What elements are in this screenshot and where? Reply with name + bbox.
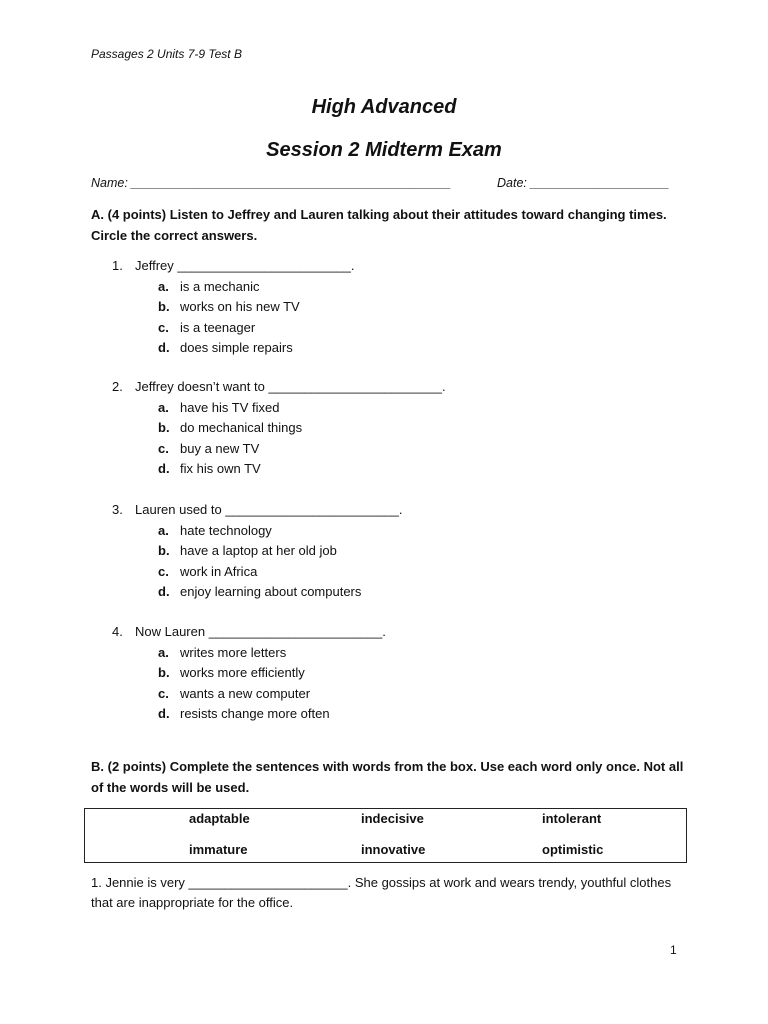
word-box-item: immature — [189, 842, 248, 857]
option-text: hate technology — [180, 522, 272, 538]
answer-option[interactable] — [112, 684, 386, 705]
option-letter: c. — [158, 685, 169, 701]
option-letter: b. — [158, 543, 170, 559]
option-letter: c. — [158, 563, 169, 579]
option-letter: a. — [158, 399, 169, 415]
option-text: is a teenager — [180, 319, 256, 335]
question-3 — [112, 500, 402, 603]
option-letter: b. — [158, 299, 170, 315]
question-stem: Now Lauren ________________________. — [135, 624, 386, 639]
page-number: 1 — [670, 943, 677, 957]
header-note: Passages 2 Units 7-9 Test B — [91, 47, 242, 61]
answer-option[interactable] — [112, 521, 402, 542]
answer-options — [112, 277, 355, 359]
option-letter: d. — [158, 706, 170, 722]
option-text: is a mechanic — [180, 278, 260, 294]
option-letter: d. — [158, 584, 170, 600]
question-stem: Jeffrey ________________________. — [135, 258, 355, 273]
question-number: 1. — [112, 258, 123, 273]
option-text: does simple repairs — [180, 340, 293, 356]
answer-option[interactable] — [112, 318, 355, 339]
word-box — [84, 808, 687, 863]
option-letter: c. — [158, 440, 169, 456]
option-letter: a. — [158, 644, 169, 660]
option-text: have a laptop at her old job — [180, 543, 337, 559]
question-number: 4. — [112, 624, 123, 639]
option-text: work in Africa — [180, 563, 258, 579]
question-4 — [112, 622, 386, 725]
page-subtitle: Session 2 Midterm Exam — [266, 139, 502, 161]
option-letter: a. — [158, 522, 169, 538]
answer-option[interactable] — [112, 663, 386, 684]
answer-option[interactable] — [112, 277, 355, 298]
option-letter: d. — [158, 340, 170, 356]
answer-options — [112, 643, 386, 725]
question-2 — [112, 377, 446, 480]
date-field-line: Date: ____________________ — [497, 176, 670, 190]
word-box-item: adaptable — [189, 811, 250, 826]
answer-option[interactable] — [112, 643, 386, 664]
option-text: works more efficiently — [180, 665, 305, 681]
question-1 — [112, 256, 355, 359]
option-text: enjoy learning about computers — [180, 584, 362, 600]
word-box-item: optimistic — [542, 842, 604, 857]
option-letter: a. — [158, 278, 169, 294]
word-box-item: innovative — [361, 842, 426, 857]
question-stem: Lauren used to ________________________. — [135, 502, 403, 517]
answer-option[interactable] — [112, 297, 355, 318]
section-b-sentence-1: 1. Jennie is very ______________________. She gossips at work and wears trendy, youthful clothes that are inappropriate for the office. — [91, 875, 672, 910]
option-text: writes more letters — [180, 644, 287, 660]
option-text: buy a new TV — [180, 440, 260, 456]
answer-option[interactable] — [112, 541, 402, 562]
question-number: 3. — [112, 502, 123, 517]
answer-option[interactable] — [112, 582, 402, 603]
section-b-instructions: B. (2 points) Complete the sentences with words from the box. Use each word only once. Not all of the words will be used. — [91, 759, 684, 795]
option-text: resists change more often — [180, 706, 330, 722]
answer-options — [112, 521, 402, 603]
option-letter: b. — [158, 665, 170, 681]
option-text: do mechanical things — [180, 420, 303, 436]
option-text: fix his own TV — [180, 461, 261, 477]
option-text: works on his new TV — [180, 299, 300, 315]
option-text: have his TV fixed — [180, 399, 280, 415]
answer-option[interactable] — [112, 459, 446, 480]
option-letter: b. — [158, 420, 170, 436]
option-text: wants a new computer — [180, 685, 311, 701]
word-box-item: indecisive — [361, 811, 424, 826]
answer-option[interactable] — [112, 418, 446, 439]
page-title: High Advanced — [311, 96, 457, 118]
answer-option[interactable] — [112, 338, 355, 359]
answer-options — [112, 398, 446, 480]
question-number: 2. — [112, 379, 123, 394]
answer-option[interactable] — [112, 439, 446, 460]
answer-option[interactable] — [112, 704, 386, 725]
answer-option[interactable] — [112, 398, 446, 419]
answer-option[interactable] — [112, 562, 402, 583]
question-stem: Jeffrey doesn’t want to ________________________. — [135, 379, 446, 394]
name-field-line: Name: ______________________________________________ — [91, 176, 452, 190]
section-a-instructions: A. (4 points) Listen to Jeffrey and Lauren talking about their attitudes toward changing times. Circle the correct answers. — [91, 207, 667, 243]
option-letter: c. — [158, 319, 169, 335]
word-box-item: intolerant — [542, 811, 602, 826]
option-letter: d. — [158, 461, 170, 477]
